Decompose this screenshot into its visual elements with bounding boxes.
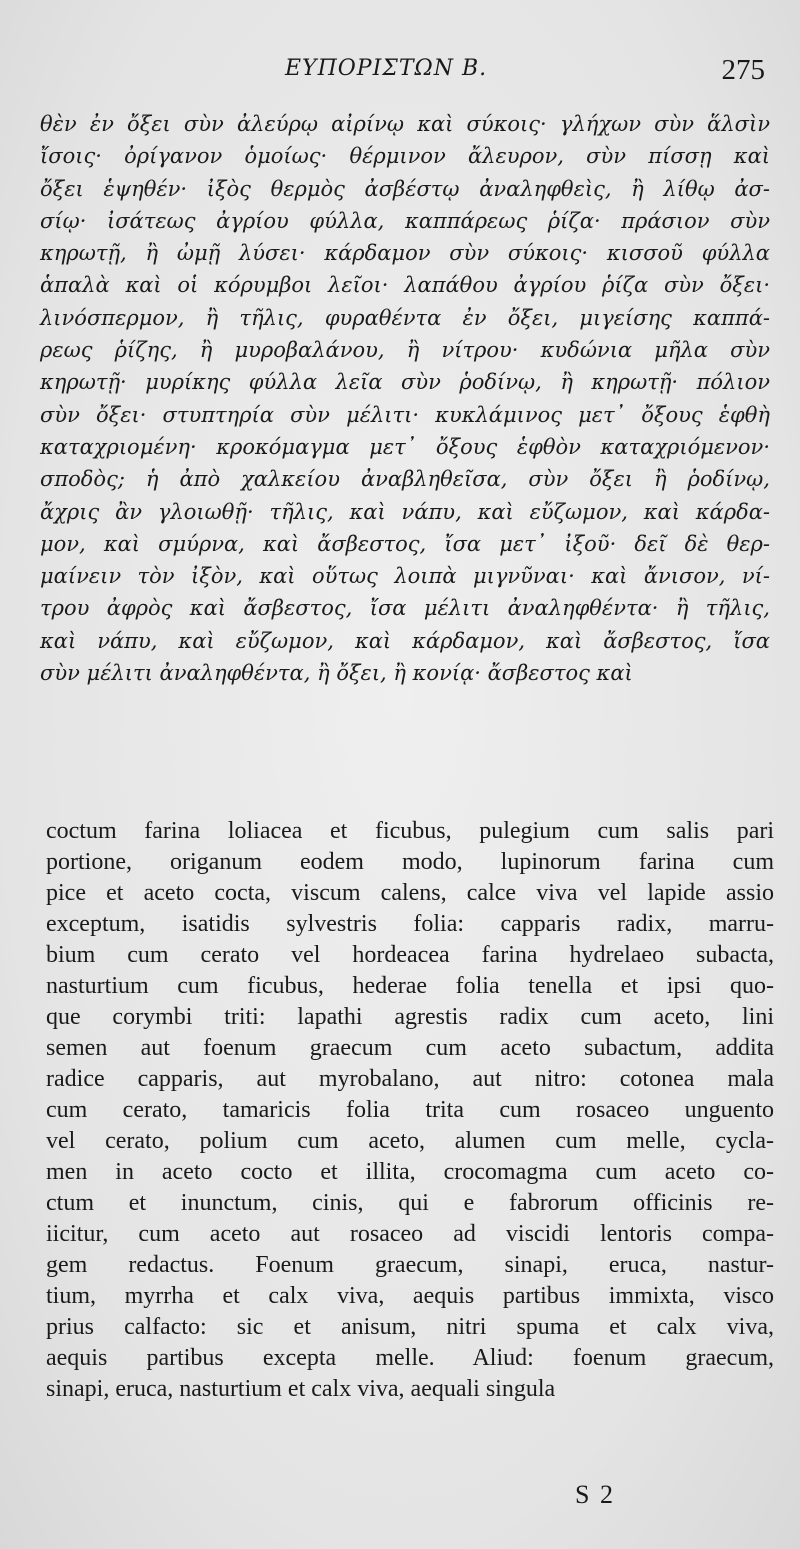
latin-text-line: pice et aceto cocta, viscum calens, calce viva vel lapide assio (46, 880, 774, 906)
latin-text-line: gem redactus. Foenum graecum, sinapi, eruca, nastur- (46, 1252, 774, 1278)
latin-text-line: bium cum cerato vel hordeacea farina hydrelaeo subacta, (46, 942, 774, 968)
page-header (40, 52, 765, 92)
greek-text-line: ἄχρις ἂν γλοιωθῇ· τῆλις, καὶ νάπυ, καὶ εὔζωμον, καὶ κάρδα- (40, 499, 770, 524)
latin-text-line: que corymbi triti: lapathi agrestis radix cum aceto, lini (46, 1004, 774, 1030)
greek-text-line: θὲν ἐν ὄξει σὺν ἀλεύρῳ αἰρίνῳ καὶ σύκοις· γλήχων σὺν ἅλσὶν (40, 112, 770, 136)
greek-text-line: ἁπαλὰ καὶ οἱ κόρυμβοι λεῖοι· λαπάθου ἀγρίου ῥίζα σὺν ὄξει· (40, 273, 770, 298)
latin-text-line: prius calfacto: sic et anisum, nitri spuma et calx viva, (46, 1314, 774, 1340)
latin-text-line: vel cerato, polium cum aceto, alumen cum melle, cycla- (46, 1128, 774, 1154)
latin-text-line: nasturtium cum ficubus, hederae folia tenella et ipsi quo- (46, 973, 774, 999)
latin-text-line: men in aceto cocto et illita, crocomagma cum aceto co- (46, 1159, 774, 1185)
greek-text-line: σὺν μέλιτι ἀναληφθέντα, ἢ ὄξει, ἢ κονίᾳ· ἄσβεστος καὶ (40, 661, 633, 686)
greek-text-line: ρεως ῥίζης, ἢ μυροβαλάνου, ἢ νίτρου· κυδώνια μῆλα σὺν (40, 338, 770, 363)
greek-text-line: καταχριομένη· κροκόμαγμα μετ᾽ ὄξους ἑφθὸν καταχριόμενον· (40, 434, 770, 459)
latin-text-line: tium, myrrha et calx viva, aequis partibus immixta, visco (46, 1283, 774, 1309)
greek-text-line: σίῳ· ἰσάτεως ἀγρίου φύλλα, καππάρεως ῥίζα· πράσιον σὺν (40, 208, 770, 233)
greek-text-line: σὺν ὄξει· στυπτηρία σὺν μέλιτι· κυκλάμινος μετ᾽ ὄξους ἑφθὴ (40, 402, 770, 427)
latin-text-line: semen aut foenum graecum cum aceto subactum, addita (46, 1035, 774, 1061)
latin-text-line: portione, origanum eodem modo, lupinorum farina cum (46, 849, 774, 875)
greek-text-line: ὄξει ἑψηθέν· ἰξὸς θερμὸς ἀσβέστῳ ἀναληφθεὶς, ἢ λίθῳ ἀσ- (40, 176, 770, 201)
latin-text-line: cum cerato, tamaricis folia trita cum rosaceo unguento (46, 1097, 774, 1123)
signature-mark: S 2 (575, 1480, 615, 1509)
latin-text-line: coctum farina loliacea et ficubus, pulegium cum salis pari (46, 818, 774, 844)
greek-text-line: κηρωτῇ· μυρίκης φύλλα λεῖα σὺν ῥοδίνῳ, ἢ κηρωτῇ· πόλιον (40, 370, 770, 395)
greek-text-line: λινόσπερμον, ἢ τῆλις, φυραθέντα ἐν ὄξει, μιγείσης καππά- (40, 305, 770, 330)
latin-text-line: sinapi, eruca, nasturtium et calx viva, aequali singula (46, 1376, 556, 1402)
latin-text-line: radice capparis, aut myrobalano, aut nitro: cotonea mala (46, 1066, 774, 1092)
greek-text-line: καὶ νάπυ, καὶ εὔζωμον, καὶ κάρδαμον, καὶ ἄσβεστος, ἴσα (40, 628, 770, 653)
greek-text-block (40, 108, 770, 689)
greek-text-line: σποδὸς; ἡ ἀπὸ χαλκείου ἀναβληθεῖσα, σὺν ὄξει ἢ ῥοδίνῳ, (40, 467, 770, 492)
greek-text-line: μαίνειν τὸν ἰξὸν, καὶ οὕτως λοιπὰ μιγνῦναι· καὶ ἄνισον, νί- (40, 564, 770, 589)
latin-text-block (46, 816, 774, 1405)
latin-text-line: aequis partibus excepta melle. Aliud: foenum graecum, (46, 1345, 774, 1371)
greek-text-line: μον, καὶ σμύρνα, καὶ ἄσβεστος, ἴσα μετ᾽ ἰξοῦ· δεῖ δὲ θερ- (40, 531, 770, 556)
greek-text-line: ἴσοις· ὀρίγανον ὁμοίως· θέρμινον ἄλευρον, σὺν πίσσῃ καὶ (40, 144, 770, 169)
greek-text-line: τρου ἀφρὸς καὶ ἄσβεστος, ἴσα μέλιτι ἀναληφθέντα· ἢ τῆλις, (40, 596, 770, 621)
latin-text-line: iicitur, cum aceto aut rosaceo ad viscidi lentoris compa- (46, 1221, 774, 1247)
page-number: 275 (721, 54, 765, 86)
latin-text-line: exceptum, isatidis sylvestris folia: capparis radix, marru- (46, 911, 774, 937)
latin-text-line: ctum et inunctum, cinis, qui e fabrorum officinis re- (46, 1190, 774, 1216)
running-title: ΕΥΠΟΡΙΣΤΩΝ Β. (285, 56, 488, 81)
greek-text-line: κηρωτῇ, ἢ ὠμῇ λύσει· κάρδαμον σὺν σύκοις· κισσοῦ φύλλα (40, 241, 770, 266)
